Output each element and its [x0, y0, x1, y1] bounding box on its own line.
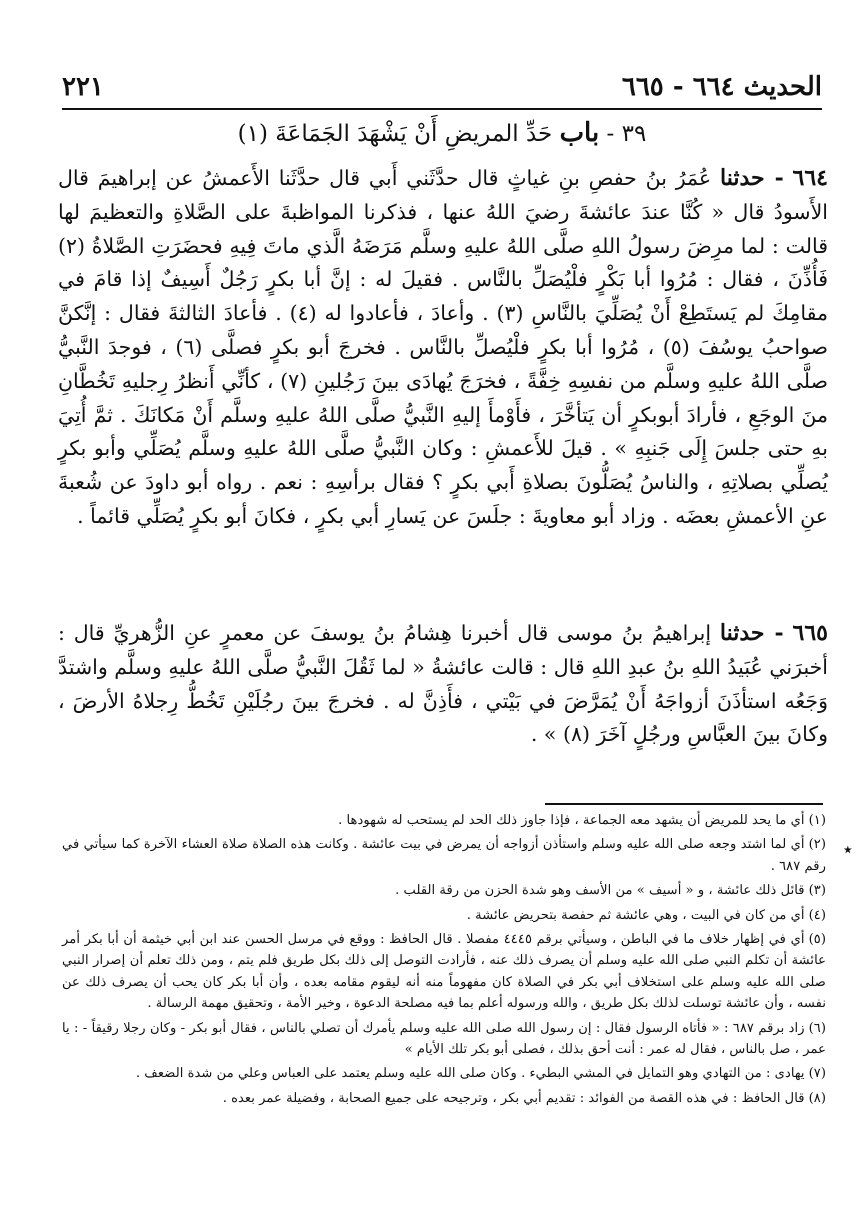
footnote-text: أي من كان في البيت ، وهي عائشة ثم حفصة بتحريض عائشة . — [466, 907, 805, 923]
footnote-number: (٢) — [808, 837, 826, 853]
footnote — [62, 929, 826, 1015]
chapter-dash: - — [606, 121, 615, 147]
footnote — [62, 1063, 826, 1084]
footnote-text: أي ما يحد للمريض أن يشهد معه الجماعة ، فإذا جاوز ذلك الحد لم يستحب له شهودها . — [338, 813, 805, 828]
footnote-number: (١) — [808, 813, 826, 828]
page-number: ٢٢١ — [62, 72, 104, 102]
footnote-text: أي في إظهار خلاف ما في الباطن ، وسيأتي برقم ٤٤٤٥ مفصلا . قال الحافظ : ووقع في مرسل الحسن عند ابن أبي خيثمة أن أبا بكر أمر عائشة أن تكلم النبي صلى الله عليه وسلم أن يصرف ذلك عنه ، فأرادت التوصل إلى ذلك بكل طريق فلم يتم ، ومن ذلك تعلم أن إصرار النبي صلى الله عليه وسلم على استخلاف أبي بكر في الصلاة كان مفهوماً منه أنه ليقوم مقامه بعده ، وأن أبا بكر كان يحب أن يصرف ذلك عن نفسه ، وأن عائشة توسلت لذلك بكل طريق ، والله ورسوله أعلم بما فيه مصلحة الدعوة ، وخير الأمة ، وتحقيق مهمة الرسالة . — [62, 932, 826, 1012]
chapter-number: ٣٩ — [621, 121, 647, 147]
footnote-text: قال الحافظ : في هذه القصة من الفوائد : تقديم أبي بكر ، وترجيحه على جميع الصحابة ، وفضيلة عمر بعده . — [222, 1090, 805, 1106]
hadith-number: ٦٦٥ — [792, 620, 828, 646]
footnote-number: (٣) — [808, 883, 826, 899]
page-header — [62, 68, 822, 108]
footnote — [62, 880, 826, 901]
chapter-heading — [62, 118, 822, 158]
footnote-number: (٥) — [808, 932, 826, 948]
footnote — [62, 810, 826, 831]
footnote — [62, 1088, 826, 1109]
running-title: الحديث ٦٦٤ - ٦٦٥ — [621, 72, 822, 102]
hadith-text: إبراهيمُ بنُ موسى قال أخبرنا هِشامُ بنُ يوسفَ عن معمرٍ عنِ الزُّهريِّ قال : أخبرَني عُبَيدُ اللهِ بنُ عبدِ اللهِ قال : قالت عائشةُ « لما ثَقُلَ النَّبيُّ صلَّى اللهُ عليهِ وسلَّم واشتدَّ وَجَعُه استأذَنَ أزواجَهُ أَنْ يُمَرَّضَ في بَيْتي ، فأَذِنَّ له . فخرجَ بينَ رجُلَيْنِ تَخُطُّ رِجلاهُ الأرضَ ، وكانَ بينَ العبَّاسِ ورجُلٍ آخَرَ (٨) » . — [58, 621, 828, 747]
chapter-title: حَدِّ المريضِ أَنْ يَشْهَدَ الجَمَاعَةَ (١) — [237, 121, 553, 147]
margin-mark: ٭ — [844, 842, 852, 858]
hadith-665 — [58, 617, 828, 752]
footnote — [62, 1018, 826, 1061]
footnote-text: أي لما اشتد وجعه صلى الله عليه وسلم واستأذن أزواجه أن يمرض في بيت عائشة . وكانت هذه الصلاة صلاة العشاء الآخرة كما سيأتي في رقم ٦٨٧ . — [62, 837, 826, 874]
hadith-664 — [58, 162, 828, 534]
hadith-text: عُمَرُ بنُ حفصِ بنِ غياثٍ قال حدَّثَني أَبي قال حدَّثَنا الأَعمشُ عن إبراهيمَ قال الأَسودُ قال « كُنَّا عندَ عائشةَ رضيَ اللهُ عنها ، فذكرنا المواظبةَ على الصَّلاةِ والتعظيمَ لها قالت : لما مرِضَ رسولُ اللهِ صلَّى اللهُ عليهِ وسلَّم مَرَضَهُ الَّذي ماتَ فِيهِ فحضَرَتِ الصَّلاةُ (٢) فَأُذِّنَ ، فقال : مُرُوا أبا بَكْرٍ فلْيُصَلِّ بالنَّاس . فقيلَ له : إنَّ أبا بكرٍ رَجُلٌ أَسِيفٌ إذا قامَ في مقامِكَ لم يَستَطِعْ أَنْ يُصَلِّيَ بالنَّاسِ (٣) . وأعادَ ، فأعادوا له (٤) . فأعادَ الثالثةَ فقال : إنَّكنَّ صواحبُ يوسُفَ (٥) ، مُرُوا أبا بكرٍ فلْيُصلِّ بالنَّاس . فخرجَ أبو بكرٍ فصلَّى (٦) ، فوجدَ النَّبيُّ صلَّى اللهُ عليهِ وسلَّم من نفسِهِ خِفَّةً ، فخرَجَ يُهادَى بينَ رَجُلينِ (٧) ، كأنِّي أَنظرُ رِجليهِ تَخُطَّانِ منَ الوجَعِ ، فأرادَ أبوبكرٍ أن يَتأخَّرَ ، فأَوْمأَ إليهِ النَّبيُّ صلَّى اللهُ عليهِ وسلَّم أَنْ مَكانَكَ . ثمَّ أُتِيَ بهِ حتى جلسَ إِلَى جَنبِهِ » . قيلَ للأَعمشِ : وكان النَّبيُّ صلَّى اللهُ عليهِ وسلَّم يُصَلِّي وأبو بكرٍ يُصلِّي بصلاتِهِ ، والناسُ يُصَلُّونَ بصلاةِ أَبي بكرٍ ؟ فقال برأسِهِ : نعم . رواه أبو داودَ عن شُعبةَ عنِ الأعمشِ بعضَه . وزاد أبو معاويةَ : جلَسَ عن يَسارِ أبي بكرٍ ، فكانَ أبو بكرٍ يُصَلِّي قائماً . — [58, 166, 829, 528]
footnote-text: زاد برقم ٦٨٧ : « فأتاه الرسول فقال : إن رسول الله صلى الله عليه وسلم يأمرك أن تصلي بالناس ، فقال أبو بكر - وكان رجلا رقيقاً - : يا عمر ، صل بالناس ، فقال له عمر : أنت أحق بذلك ، فصلى أبو بكر تلك الأيام » — [62, 1020, 826, 1058]
chapter-word: باب — [559, 118, 600, 148]
hadith-label: - حدثنا — [719, 165, 784, 191]
header-divider — [62, 108, 822, 110]
footnote-number: (٨) — [808, 1090, 826, 1106]
footnotes — [62, 810, 826, 1112]
hadith-label: - حدثنا — [719, 620, 784, 646]
footnote-divider — [545, 803, 823, 805]
footnote-number: (٧) — [808, 1066, 826, 1082]
footnote-number: (٦) — [808, 1020, 826, 1036]
footnote-text: يهادى : من التهادي وهو التمايل في المشي البطيء . وكان صلى الله عليه وسلم يعتمد على العباس وعلي من شدة الضعف . — [135, 1066, 805, 1082]
footnote — [62, 905, 826, 926]
footnote — [62, 834, 826, 877]
hadith-number: ٦٦٤ — [792, 165, 828, 191]
footnote-text: قائل ذلك عائشة ، و « أسيف » من الأسف وهو شدة الحزن من رقة القلب . — [395, 883, 805, 899]
footnote-number: (٤) — [808, 907, 826, 923]
